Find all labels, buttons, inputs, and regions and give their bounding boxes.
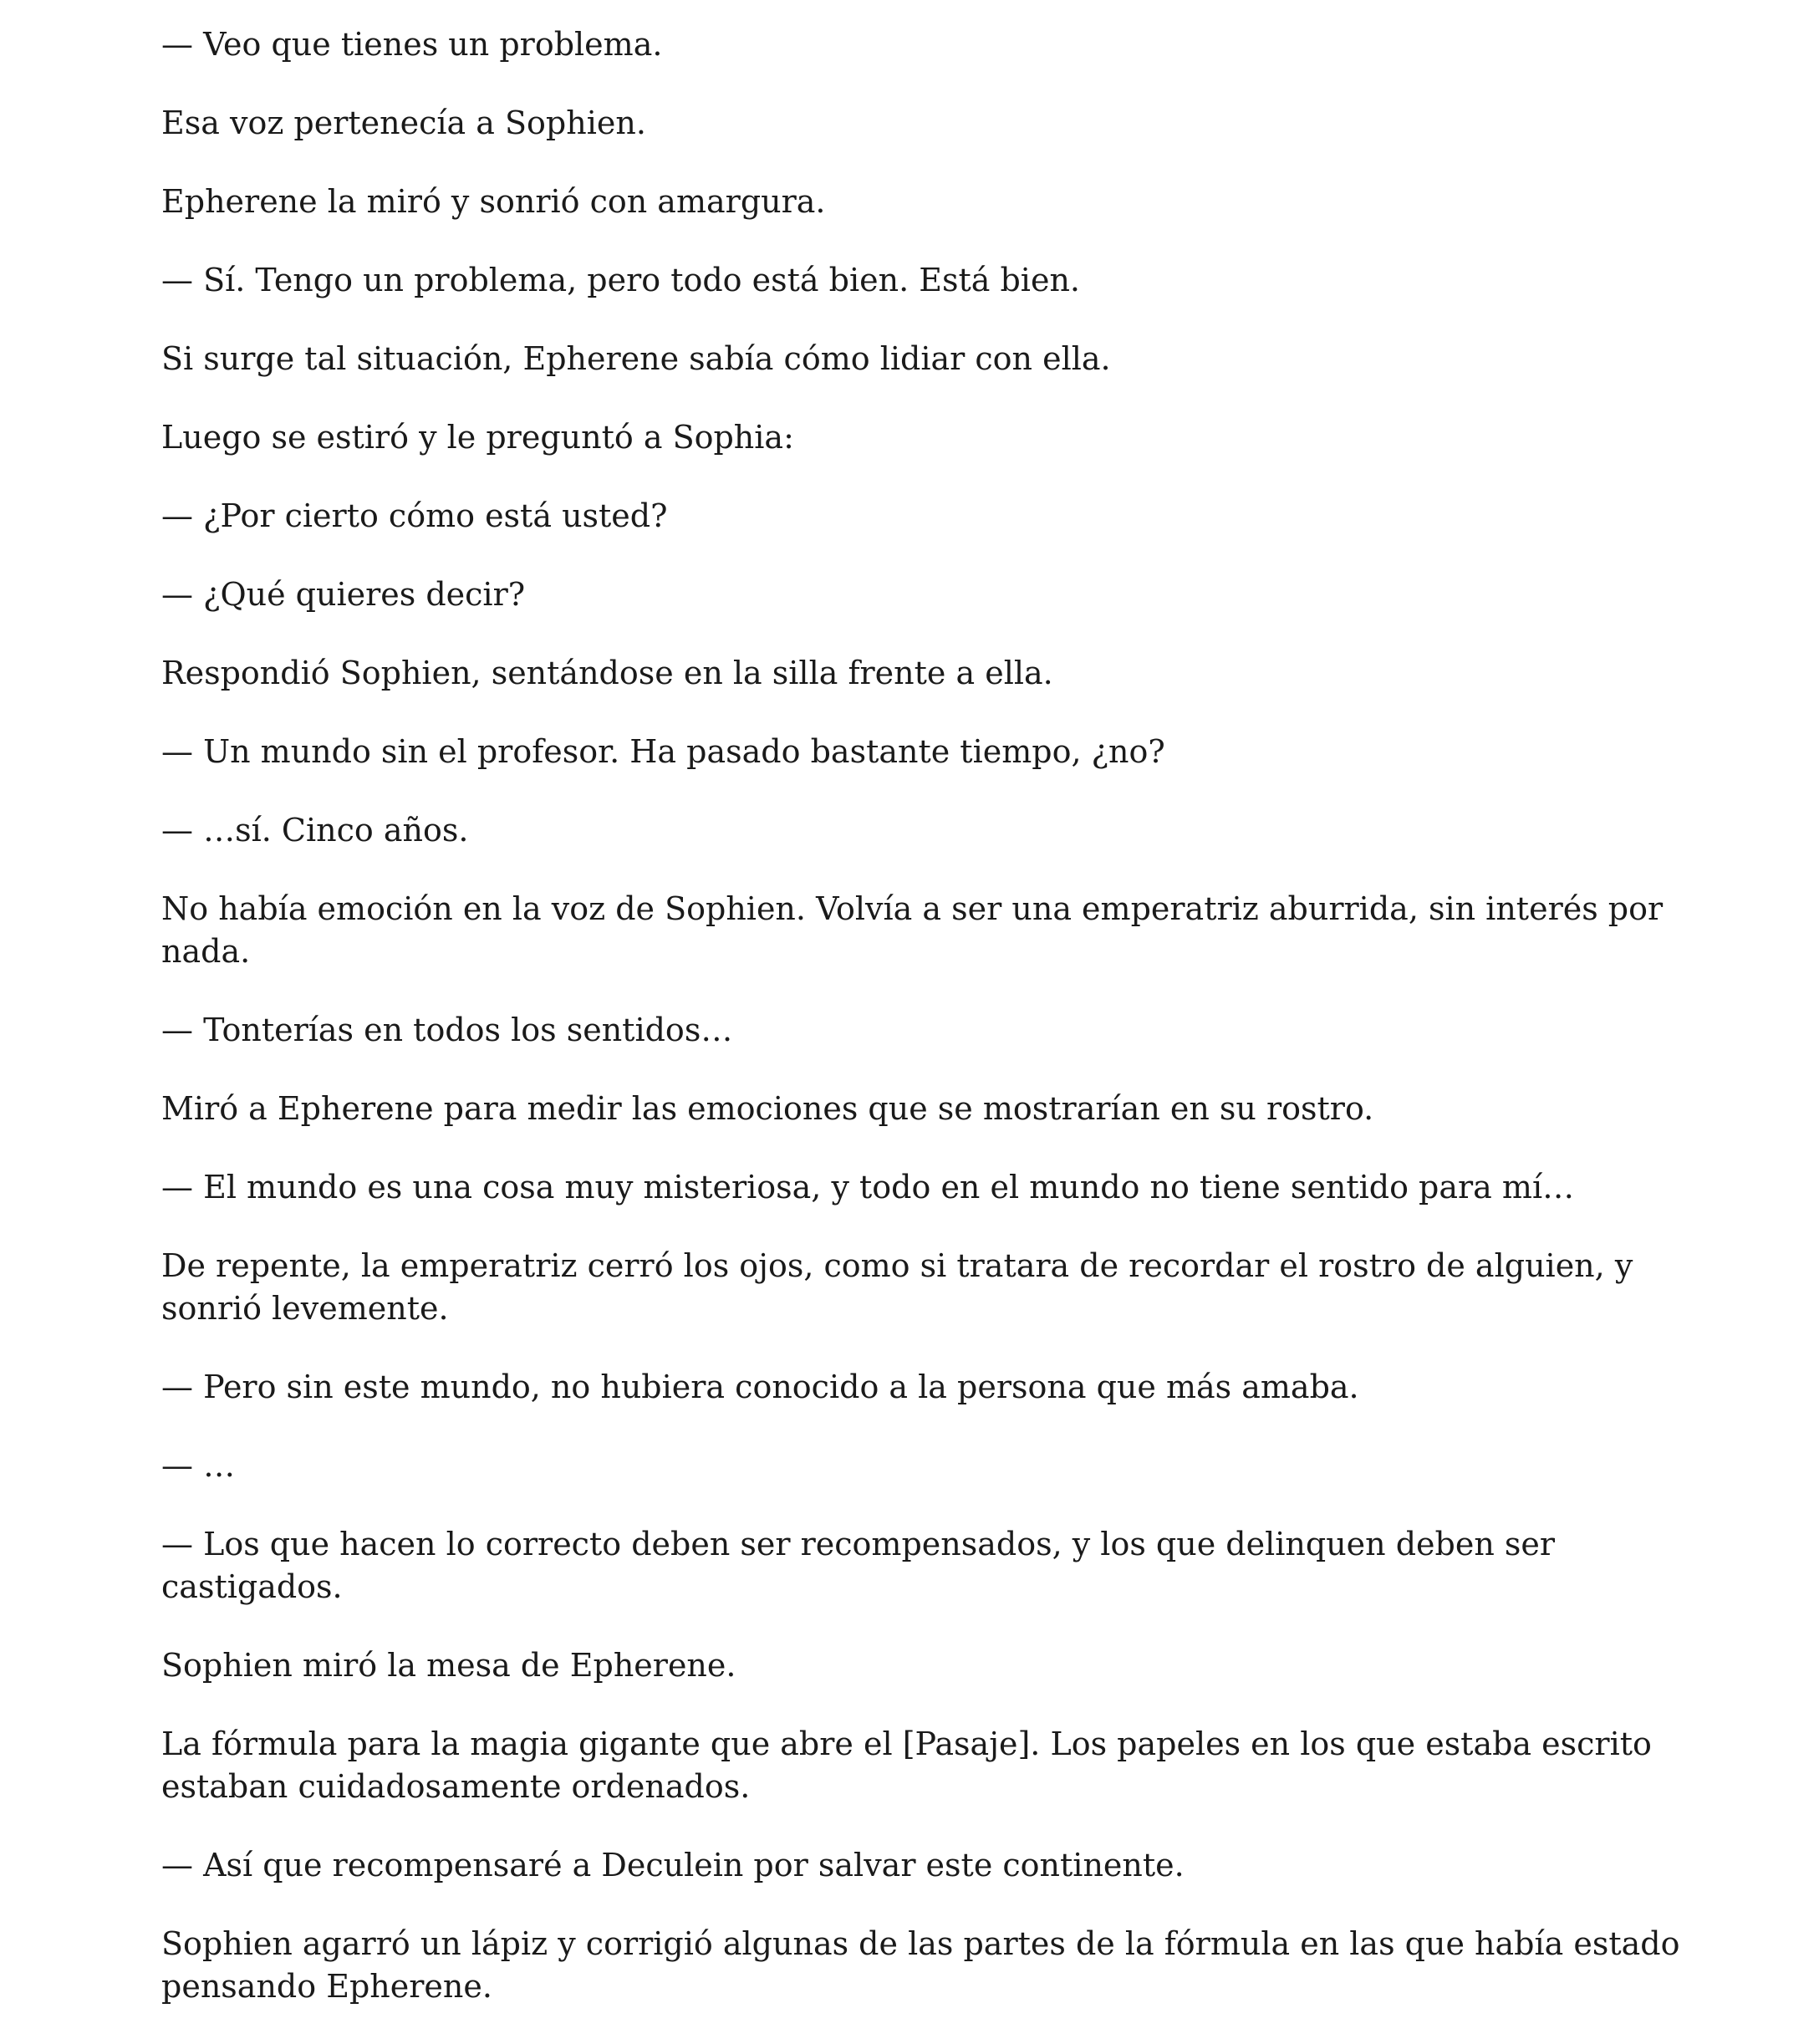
paragraph-16: De repente, la emperatriz cerró los ojos, como si tratara de recordar el rostro de alguien, y sonrió levemente. [161, 1247, 1633, 1327]
paragraph-17: — Pero sin este mundo, no hubiera conocido a la persona que más amaba. [161, 1369, 1359, 1405]
paragraph-12: No había emoción en la voz de Sophien. Volvía a ser una emperatriz aburrida, sin interés por nada. [161, 890, 1664, 970]
paragraph-15: — El mundo es una cosa muy misteriosa, y todo en el mundo no tiene sentido para mí… [161, 1169, 1575, 1206]
paragraph-13: — Tonterías en todos los sentidos… [161, 1012, 733, 1048]
paragraph-18: — … [161, 1447, 236, 1484]
paragraph-22: — Así que recompensaré a Deculein por salvar este continente. [161, 1847, 1185, 1883]
paragraph-4: — Sí. Tengo un problema, pero todo está bien. Está bien. [161, 262, 1080, 298]
paragraph-5: Si surge tal situación, Epherene sabía cómo lidiar con ella. [161, 340, 1111, 377]
paragraph-10: — Un mundo sin el profesor. Ha pasado bastante tiempo, ¿no? [161, 733, 1165, 770]
paragraph-7: — ¿Por cierto cómo está usted? [161, 497, 668, 534]
paragraph-21: La fórmula para la magia gigante que abre el [Pasaje]. Los papeles en los que estaba escrito estaban cuidadosamente ordenados. [161, 1725, 1652, 1805]
paragraph-3: Epherene la miró y sonrió con amargura. [161, 183, 826, 220]
paragraph-14: Miró a Epherene para medir las emociones que se mostrarían en su rostro. [161, 1090, 1374, 1127]
paragraph-9: Respondió Sophien, sentándose en la silla frente a ella. [161, 655, 1053, 691]
paragraph-8: — ¿Qué quieres decir? [161, 576, 526, 613]
paragraph-1: — Veo que tienes un problema. [161, 26, 663, 63]
paragraph-19: — Los que hacen lo correcto deben ser recompensados, y los que delinquen deben ser castigados. [161, 1526, 1556, 1605]
paragraph-6: Luego se estiró y le preguntó a Sophia: [161, 419, 794, 456]
paragraph-2: Esa voz pertenecía a Sophien. [161, 104, 646, 141]
paragraph-11: — …sí. Cinco años. [161, 812, 469, 849]
paragraph-20: Sophien miró la mesa de Epherene. [161, 1647, 736, 1684]
document-body [161, 23, 1691, 2044]
paragraph-23: Sophien agarró un lápiz y corrigió algunas de las partes de la fórmula en las que había estado pensando Epherene. [161, 1925, 1680, 2005]
